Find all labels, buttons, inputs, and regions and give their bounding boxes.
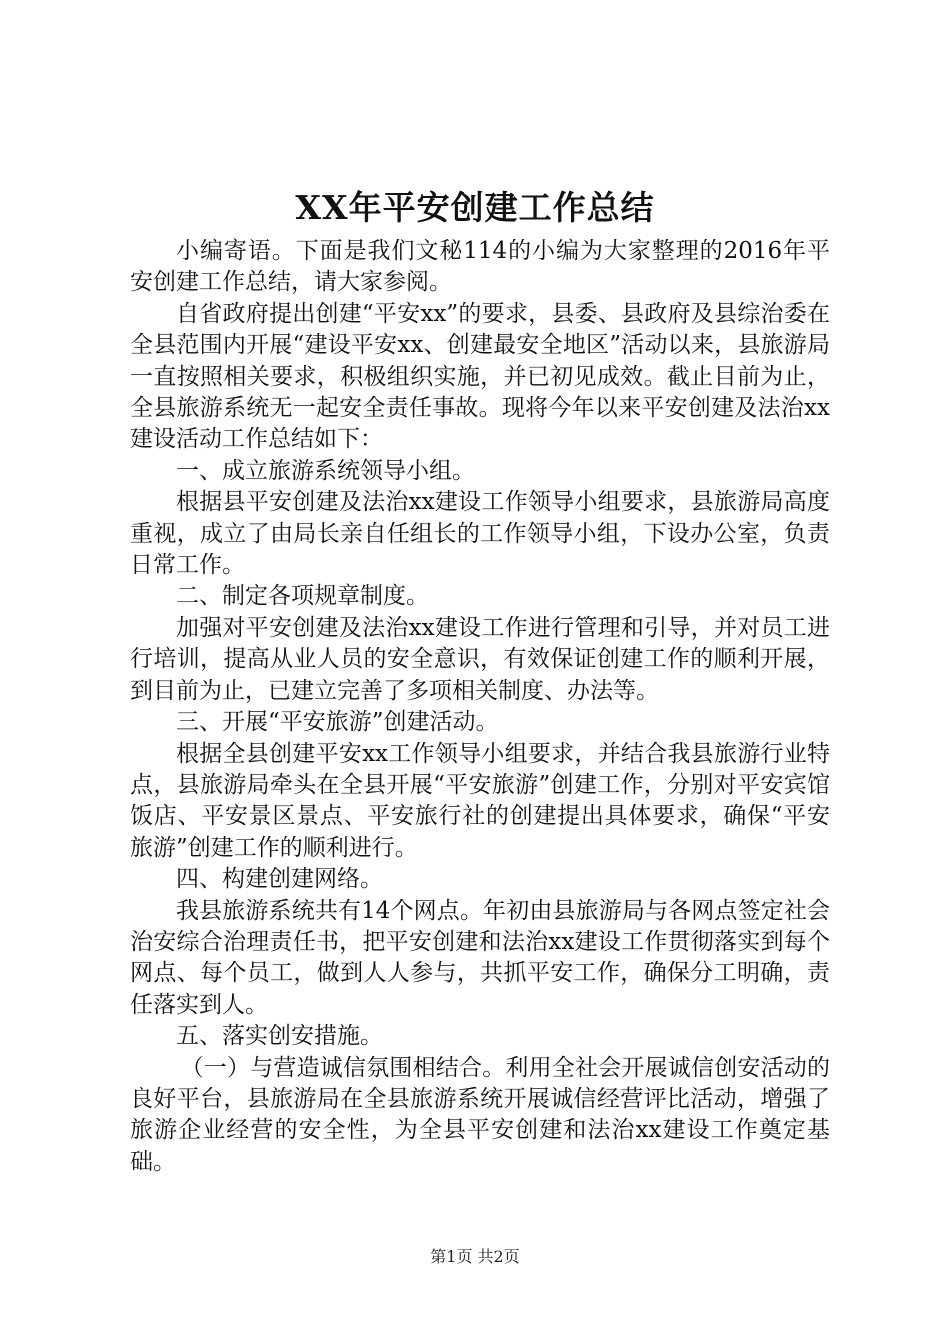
document-title: XX年平安创建工作总结 (295, 188, 655, 227)
document-body (130, 236, 830, 1178)
subsection-paragraph-1: （一）与营造诚信氛围相结合。利用全社会开展诚信创安活动的良好平台，县旅游局在全县旅游系统开展诚信经营评比活动，增强了旅游企业经营的安全性，为全县平安创建和法治xx建设工作奠定基础。 (130, 1054, 830, 1175)
section-paragraph-2: 加强对平安创建及法治xx建设工作进行管理和引导，并对员工进行培训，提高从业人员的安全意识，有效保证创建工作的顺利开展，到目前为止，已建立完善了多项相关制度、办法等。 (130, 614, 830, 704)
section-heading-5: 五、落实创安措施。 (176, 1023, 383, 1050)
section-heading-4: 四、构建创建网络。 (176, 866, 383, 893)
section-paragraph-4: 我县旅游系统共有14个网点。年初由县旅游局与各网点签定社会治安综合治理责任书，把平安创建和法治xx建设工作贯彻落实到每个网点、每个员工，做到人人参与，共抓平安工作，确保分工明确，责任落实到人。 (130, 897, 830, 1018)
section-paragraph-3: 根据全县创建平安xx工作领导小组要求，并结合我县旅游行业特点，县旅游局牵头在全县开展“平安旅游”创建工作，分别对平安宾馆饭店、平安景区景点、平安旅行社的创建提出具体要求，确保“平安旅游”创建工作的顺利进行。 (130, 740, 830, 861)
section-heading-3: 三、开展“平安旅游”创建活动。 (176, 709, 499, 736)
section-heading-2: 二、制定各项规章制度。 (176, 583, 429, 610)
section-heading-1: 一、成立旅游系统领导小组。 (176, 457, 475, 484)
intro-paragraph: 小编寄语。下面是我们文秘114的小编为大家整理的2016年平安创建工作总结，请大家参阅。 (130, 238, 830, 296)
section-paragraph-1: 根据县平安创建及法治xx建设工作领导小组要求，县旅游局高度重视，成立了由局长亲自任组长的工作领导小组，下设办公室，负责日常工作。 (130, 489, 830, 579)
background-paragraph: 自省政府提出创建“平安xx”的要求，县委、县政府及县综治委在全县范围内开展“建设平安xx、创建最安全地区”活动以来，县旅游局一直按照相关要求，积极组织实施，并已初见成效。截止目前为止，全县旅游系统无一起安全责任事故。现将今年以来平安创建及法治xx建设活动工作总结如下： (130, 300, 830, 453)
page-number-footer: 第1页 共2页 (430, 1247, 520, 1266)
